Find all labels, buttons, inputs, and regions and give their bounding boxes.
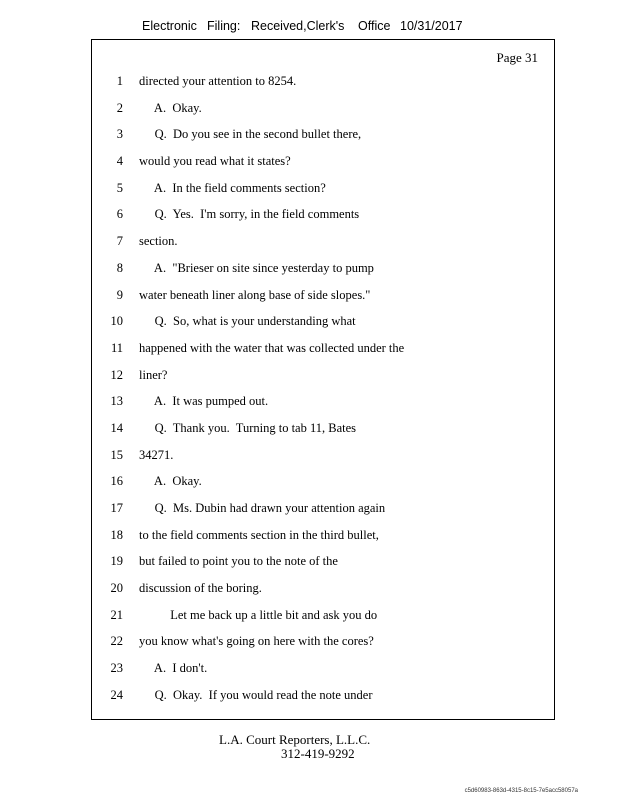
line-number: 17 bbox=[110, 501, 123, 515]
line-text: discussion of the boring. bbox=[139, 581, 262, 596]
line-text: happened with the water that was collected under the bbox=[139, 340, 405, 355]
line-text: Q. Ms. Dubin had drawn your attention again bbox=[139, 501, 386, 515]
line-text: but failed to point you to the note of the bbox=[139, 554, 338, 569]
line-number: 1 bbox=[116, 74, 123, 88]
line-text: Q. Okay. If you would read the note under bbox=[139, 687, 373, 702]
line-number: 6 bbox=[116, 207, 123, 222]
line-number: 3 bbox=[116, 127, 123, 142]
transcript-line bbox=[91, 548, 555, 575]
filing-header-date: 10/31/2017 bbox=[400, 19, 463, 33]
line-number: 21 bbox=[110, 607, 123, 622]
footer-company: L.A. Court Reporters, L.L.C. bbox=[219, 732, 371, 747]
line-number: 7 bbox=[116, 234, 123, 249]
transcript-line bbox=[91, 682, 555, 709]
line-number: 12 bbox=[110, 367, 123, 382]
line-number: 14 bbox=[110, 420, 123, 435]
transcript-line bbox=[91, 228, 555, 255]
transcript-line bbox=[91, 201, 555, 228]
transcript-line bbox=[91, 388, 555, 415]
line-text: liner? bbox=[139, 367, 168, 382]
page-number: Page 31 bbox=[496, 50, 538, 65]
transcript-line bbox=[91, 175, 555, 202]
transcript-line bbox=[91, 362, 555, 389]
transcript-line bbox=[91, 415, 555, 442]
line-text: to the field comments section in the third bullet, bbox=[139, 527, 379, 542]
transcript-line bbox=[91, 655, 555, 682]
line-number: 11 bbox=[110, 340, 123, 355]
line-number: 8 bbox=[116, 260, 123, 275]
transcript-line bbox=[91, 575, 555, 602]
filing-header-office: Office bbox=[358, 19, 391, 33]
transcript-line bbox=[91, 495, 555, 522]
filing-header-received: Received,Clerk's bbox=[251, 19, 345, 33]
line-number: 20 bbox=[110, 581, 123, 596]
line-text: A. I don't. bbox=[139, 661, 208, 676]
line-text: Q. Yes. I'm sorry, in the field comments bbox=[139, 207, 360, 222]
transcript-line bbox=[91, 628, 555, 655]
filing-header-filing: Filing: bbox=[207, 19, 241, 33]
transcript-line bbox=[91, 308, 555, 335]
transcript-line bbox=[91, 522, 555, 549]
line-number: 18 bbox=[110, 527, 123, 542]
line-text: would you read what it states? bbox=[139, 154, 291, 169]
line-text: 34271. bbox=[139, 447, 174, 462]
line-number: 9 bbox=[116, 287, 123, 302]
transcript-line bbox=[91, 68, 555, 95]
line-text: A. In the field comments section? bbox=[139, 180, 326, 195]
line-text: Q. Thank you. Turning to tab 11, Bates bbox=[139, 420, 357, 435]
line-number: 13 bbox=[110, 394, 123, 409]
line-number: 10 bbox=[110, 314, 123, 329]
document-hash: c5d60983-863d-4315-8c15-7e5acc58057a bbox=[464, 788, 578, 794]
line-number: 22 bbox=[110, 634, 123, 649]
transcript-line bbox=[91, 282, 555, 309]
line-number: 15 bbox=[110, 447, 123, 462]
line-number: 5 bbox=[116, 180, 123, 195]
line-number: 2 bbox=[116, 100, 123, 115]
transcript-lines bbox=[91, 68, 555, 709]
line-number: 19 bbox=[110, 554, 123, 569]
transcript-line bbox=[91, 442, 555, 469]
line-text: directed your attention to 8254. bbox=[139, 74, 297, 88]
filing-header-electronic: Electronic bbox=[142, 19, 197, 33]
line-text: A. "Brieser on site since yesterday to pump bbox=[139, 260, 374, 275]
line-text: Let me back up a little bit and ask you do bbox=[139, 607, 378, 622]
transcript-line bbox=[91, 95, 555, 122]
line-text: water beneath liner along base of side slopes." bbox=[139, 287, 371, 302]
line-number: 4 bbox=[116, 154, 123, 169]
line-number: 23 bbox=[110, 661, 123, 676]
transcript-line bbox=[91, 468, 555, 495]
line-text: Q. So, what is your understanding what bbox=[139, 314, 356, 329]
footer-phone: 312-419-9292 bbox=[281, 746, 355, 761]
transcript-line bbox=[91, 121, 555, 148]
line-text: A. Okay. bbox=[139, 100, 202, 115]
line-text: A. It was pumped out. bbox=[139, 394, 269, 409]
transcript-line bbox=[91, 148, 555, 175]
line-text: Q. Do you see in the second bullet there, bbox=[139, 127, 362, 142]
transcript-line bbox=[91, 335, 555, 362]
line-text: A. Okay. bbox=[139, 474, 202, 489]
line-text: you know what's going on here with the cores? bbox=[139, 634, 374, 649]
line-text: section. bbox=[139, 234, 178, 249]
transcript-line bbox=[91, 602, 555, 629]
transcript-line bbox=[91, 255, 555, 282]
line-number: 24 bbox=[110, 687, 123, 702]
line-number: 16 bbox=[110, 474, 123, 489]
